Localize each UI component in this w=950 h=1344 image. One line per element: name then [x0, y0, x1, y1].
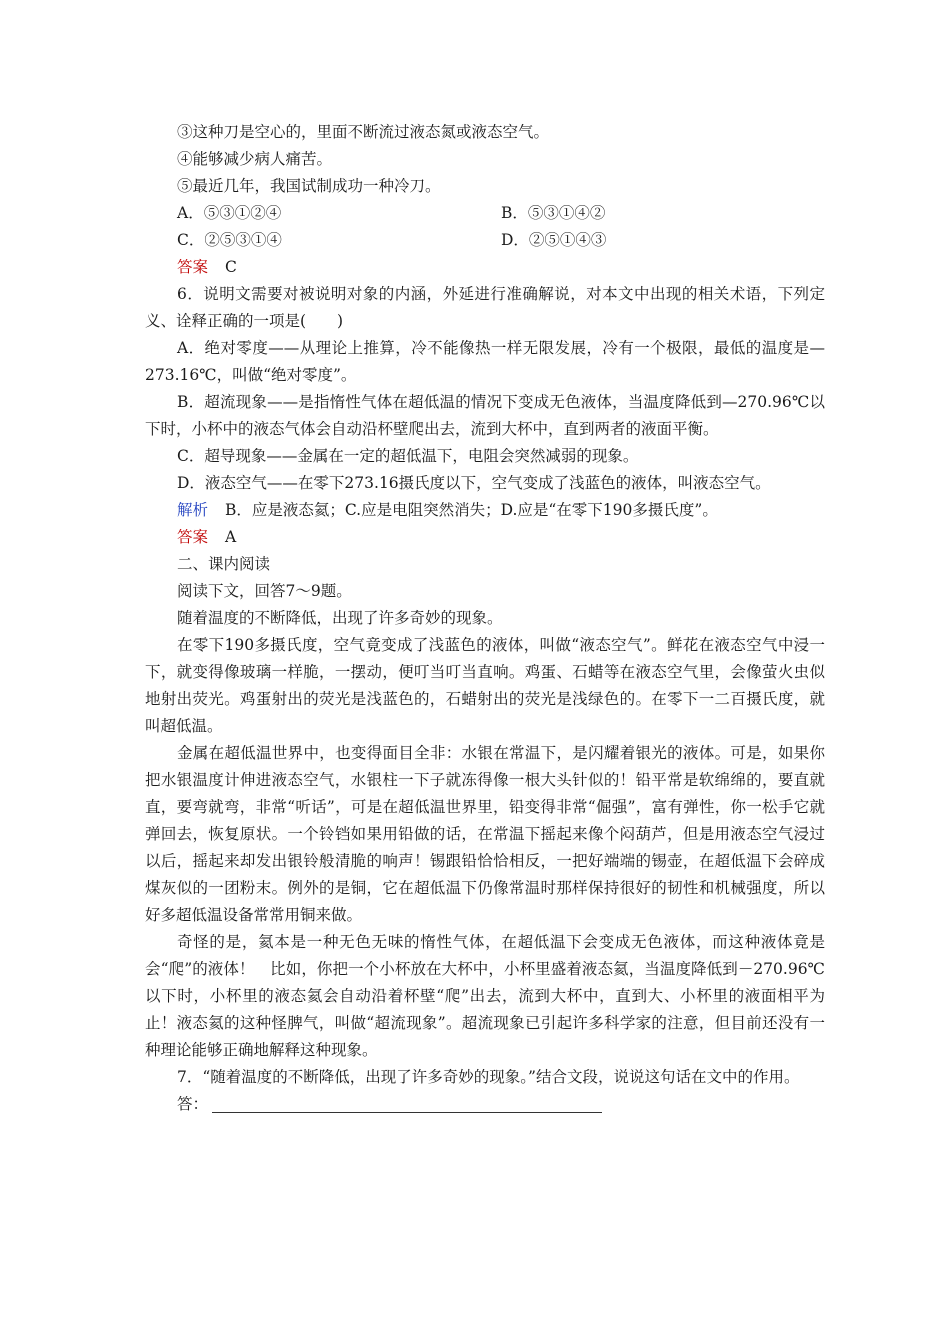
passage-paragraph: 奇怪的是，氦本是一种无色无味的惰性气体，在超低温下会变成无色液体，而这种液体竟是会“爬”的液体！ 比如，你把一个小杯放在大杯中，小杯里盛着液态氦，当温度降低到－270.96℃以下时，小杯里的液态氦会自动沿着杯壁“爬”出去，流到大杯中，直到大、小杯里的液面相平为止！液态氦的这种怪脾气，叫做“超流现象”。超流现象已引起许多科学家的注意，但目前还没有一种理论能够正确地解释这种现象。: [145, 933, 825, 1059]
q5-options-row-2: [145, 227, 825, 254]
analysis-label: 解析: [177, 501, 209, 519]
q6-option-c: C．超导现象——金属在一定的超低温下，电阻会突然减弱的现象。: [177, 447, 639, 465]
q5-answer: [145, 254, 825, 281]
q6-option-b: B．超流现象——是指惰性气体在超低温的情况下变成无色液体，当温度降低到—270.96℃以下时，小杯中的液态气体会自动沿杯壁爬出去，流到大杯中，直到两者的液面平衡。: [145, 393, 825, 438]
answer-blank[interactable]: [212, 1094, 602, 1113]
passage-paragraph: 金属在超低温世界中，也变得面目全非：水银在常温下，是闪耀着银光的液体。可是，如果你把水银温度计伸进液态空气，水银柱一下子就冻得像一根大头针似的！铅平常是软绵绵的，要直就直，要弯就弯，非常“听话”，可是在超低温世界里，铅变得非常“倔强”，富有弹性，你一松手它就弹回去，恢复原状。一个铃铛如果用铅做的话，在常温下摇起来像个闷葫芦，但是用液态空气浸过以后，摇起来却发出银铃般清脆的响声！锡跟铅恰恰相反，一把好端端的锡壶，在超低温下会碎成煤灰似的一团粉末。例外的是铜，它在超低温下仍像常温时那样保持很好的韧性和机械强度，所以好多超低温设备常常用铜来做。: [145, 744, 825, 924]
list-item: ③这种刀是空心的，里面不断流过液态氮或液态空气。: [177, 123, 550, 141]
q6-analysis: [145, 497, 825, 524]
answer-prefix: 答：: [177, 1095, 209, 1113]
q5-option-b: B．⑤③①④②: [501, 204, 606, 222]
document-page: [145, 119, 825, 1118]
q6-option-a: A．绝对零度——从理论上推算，冷不能像热一样无限发展，冷有一个极限，最低的温度是—273.16℃，叫做“绝对零度”。: [145, 339, 825, 384]
answer-label: 答案: [177, 258, 209, 276]
analysis-text: B．应是液态氦；C.应是电阻突然消失；D.应是“在零下190多摄氏度”。: [224, 501, 718, 519]
list-item: ④能够减少病人痛苦。: [177, 150, 333, 168]
q7-answer-line: [145, 1091, 825, 1118]
q5-option-a: A．⑤③①②④: [177, 204, 282, 222]
passage-paragraph: 在零下190多摄氏度，空气竟变成了浅蓝色的液体，叫做“液态空气”。鲜花在液态空气中浸一下，就变得像玻璃一样脆，一摆动，便叮当叮当直响。鸡蛋、石蜡等在液态空气里，会像萤火虫似地射出荧光。鸡蛋射出的荧光是浅蓝色的，石蜡射出的荧光是浅绿色的。在零下一二百摄氏度，就叫超低温。: [145, 636, 825, 735]
q5-option-c: C．②⑤③①④: [177, 231, 282, 249]
answer-value: C: [224, 258, 237, 276]
section-heading: 二、课内阅读: [177, 555, 271, 573]
list-item: ⑤最近几年，我国试制成功一种冷刀。: [177, 177, 441, 195]
q6-answer: [145, 524, 825, 551]
q5-options-row-1: [145, 200, 825, 227]
q6-stem: 6．说明文需要对被说明对象的内涵，外延进行准确解说，对本文中出现的相关术语，下列定义、诠释正确的一项是( ): [145, 285, 825, 330]
q6-option-d: D．液态空气——在零下273.16摄氏度以下，空气变成了浅蓝色的液体，叫液态空气。: [177, 474, 771, 492]
answer-value: A: [224, 528, 237, 546]
answer-label: 答案: [177, 528, 209, 546]
section-instruction: 阅读下文，回答7～9题。: [177, 582, 352, 600]
q7-stem: 7．“随着温度的不断降低，出现了许多奇妙的现象。”结合文段，说说这句话在文中的作用。: [177, 1068, 800, 1086]
q5-option-d: D．②⑤①④③: [501, 231, 607, 249]
passage-paragraph: 随着温度的不断降低，出现了许多奇妙的现象。: [177, 609, 503, 627]
